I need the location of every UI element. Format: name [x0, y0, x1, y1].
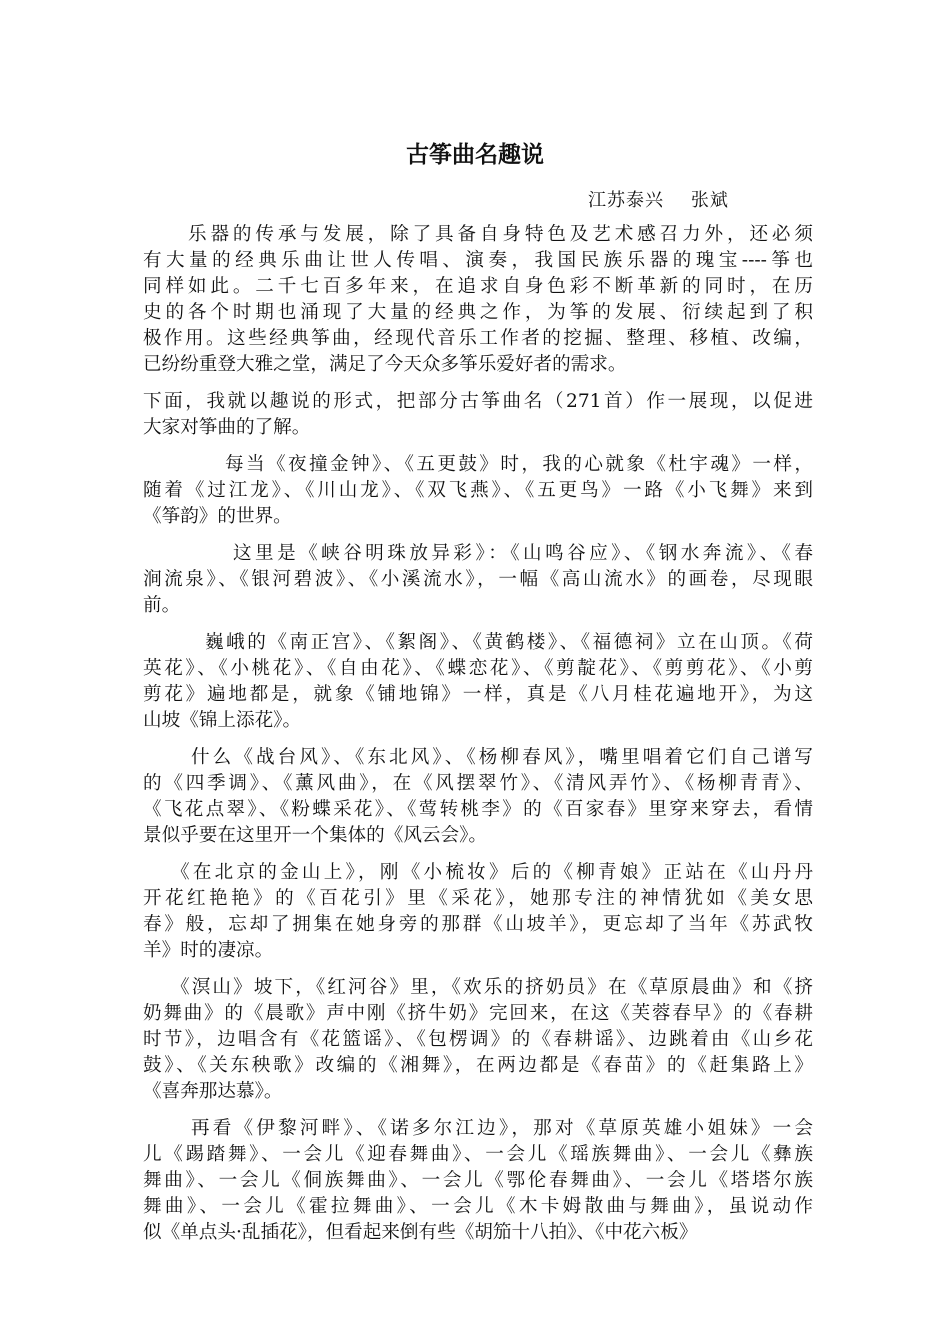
paragraph: [143, 222, 813, 378]
text-line: 似《单点头·乱插花》，但看起来倒有些《胡笳十八拍》、《中花六板》: [143, 1222, 698, 1243]
text-line: 羊》时的凄凉。: [143, 940, 274, 961]
text-line: 鼓》、《关东秧歌》改编的《湘舞》，在两边都是《春苗》的《赶集路上》: [143, 1055, 813, 1076]
document-title: 古筝曲名趣说: [406, 142, 544, 168]
text-line: 《溟山》坡下，《红河谷》里，《欢乐的挤奶员》在《草原晨曲》和《挤: [171, 977, 813, 998]
paragraph: [143, 389, 813, 441]
text-line: 乐器的传承与发展，除了具备自身特色及艺术感召力外，还必须: [188, 224, 813, 245]
text-line: 涧流泉》、《银河碧波》、《小溪流水》，一幅《高山流水》的画卷，尽现眼: [143, 569, 813, 590]
paragraph: [143, 541, 813, 619]
paragraph: [143, 860, 813, 964]
text-line: 每当《夜撞金钟》、《五更鼓》时，我的心就象《杜宇魂》一样，: [225, 454, 813, 475]
text-line: 剪花》遍地都是，就象《铺地锦》一样，真是《八月桂花遍地开》，为这: [143, 684, 813, 705]
paragraph: [143, 745, 813, 849]
text-line: 前。: [143, 595, 181, 616]
text-line: 这里是《峡谷明珠放异彩》：《山鸣谷应》、《钢水奔流》、《春: [233, 543, 813, 564]
text-line: 大家对筝曲的了解。: [143, 417, 311, 438]
text-line: 时节》，边唱含有《花篮谣》、《包楞调》的《春耕谣》、边跳着由《山乡花: [143, 1029, 813, 1050]
text-line: 山坡《锦上添花》。: [143, 710, 302, 731]
text-line: 《筝韵》的世界。: [143, 506, 292, 527]
text-line: 景似乎要在这里开一个集体的《风云会》。: [143, 825, 487, 846]
text-line: 开花红艳艳》的《百花引》里《采花》，她那专注的神情犹如《美女思: [143, 888, 813, 909]
text-line: 已纷纷重登大雅之堂，满足了今天众多筝乐爱好者的需求。: [143, 354, 627, 375]
text-line: 舞曲》、一会儿《霍拉舞曲》、一会儿《木卡姆散曲与舞曲》，虽说动作: [143, 1196, 813, 1217]
text-line: 有大量的经典乐曲让世人传唱、演奏，我国民族乐器的瑰宝----筝也: [143, 250, 813, 271]
text-line: 儿《踢踏舞》、一会儿《迎春舞曲》、一会儿《瑶族舞曲》、一会儿《彝族: [143, 1144, 813, 1165]
author-byline: 江苏泰兴 张斌: [588, 190, 729, 211]
text-line: 同样如此。二千七百多年来，在追求自身色彩不断革新的同时，在历: [143, 276, 813, 297]
text-line: 的《四季调》、《薰风曲》，在《风摆翠竹》、《清风弄竹》、《杨柳青青》、: [143, 773, 813, 794]
text-line: 英花》、《小桃花》、《自由花》、《蝶恋花》、《剪靛花》、《剪剪花》、《小剪: [143, 658, 813, 679]
text-line: 什么《战台风》、《东北风》、《杨柳春风》，嘴里唱着它们自己谱写: [191, 747, 813, 768]
text-line: 舞曲》、一会儿《侗族舞曲》、一会儿《鄂伦春舞曲》、一会儿《塔塔尔族: [143, 1170, 813, 1191]
text-line: 下面，我就以趣说的形式，把部分古筝曲名（271首）作一展现，以促进: [143, 391, 813, 412]
paragraph: [143, 452, 813, 530]
text-line: 春》般，忘却了拥集在她身旁的那群《山坡羊》，更忘却了当年《苏武牧: [143, 914, 813, 935]
paragraph: [143, 630, 813, 734]
text-line: 《喜奔那达慕》。: [143, 1081, 283, 1102]
paragraph: [143, 975, 813, 1105]
text-line: 随着《过江龙》、《川山龙》、《双飞燕》、《五更鸟》一路《小飞舞》来到: [143, 480, 813, 501]
text-line: 极作用。这些经典筝曲，经现代音乐工作者的挖掘、整理、移植、改编，: [143, 328, 813, 349]
text-line: 《飞花点翠》、《粉蝶采花》、《莺转桃李》的《百家春》里穿来穿去，看情: [143, 799, 813, 820]
text-line: 奶舞曲》的《晨歌》声中刚《挤牛奶》完回来，在这《芙蓉春早》的《春耕: [143, 1003, 813, 1024]
document-body: [143, 222, 813, 1257]
paragraph: [143, 1116, 813, 1246]
text-line: 再看《伊黎河畔》、《诺多尔江边》，那对《草原英雄小姐妹》一会: [191, 1118, 813, 1139]
text-line: 巍峨的《南正宫》、《絮阁》、《黄鹤楼》、《福德祠》立在山顶。《荷: [205, 632, 813, 653]
text-line: 《在北京的金山上》，刚《小梳妆》后的《柳青娘》正站在《山丹丹: [171, 862, 813, 883]
text-line: 史的各个时期也涌现了大量的经典之作，为筝的发展、衍续起到了积: [143, 302, 813, 323]
